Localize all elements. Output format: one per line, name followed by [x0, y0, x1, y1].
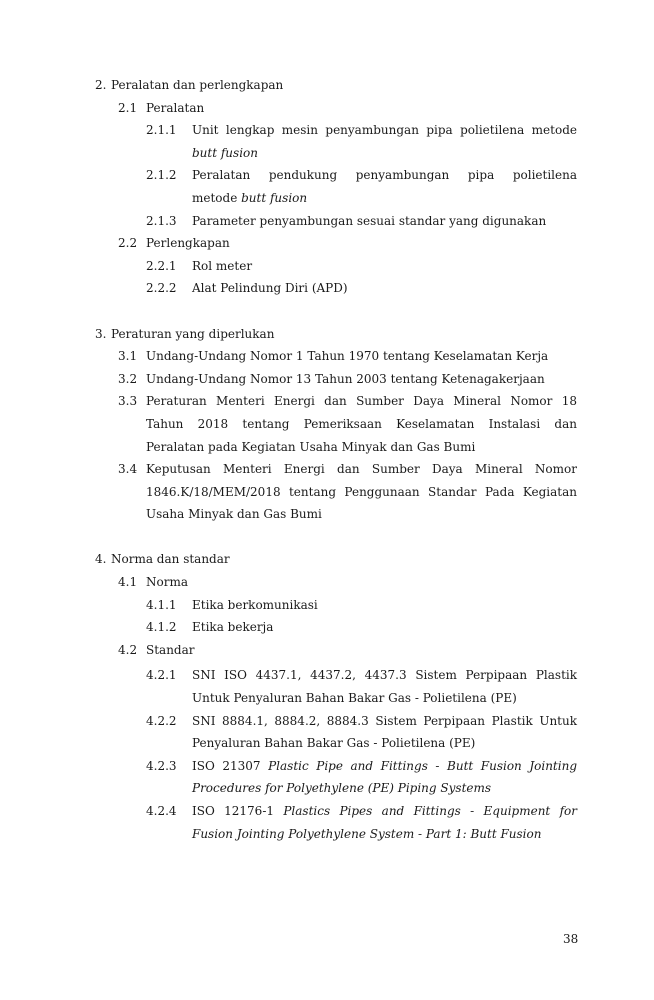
text-segment: Peralatan dan perlengkapan: [111, 78, 284, 92]
item-number: 2.1: [118, 100, 138, 115]
section-item: [0, 323, 654, 346]
text-line: [0, 413, 654, 436]
italic-text: Fusion Jointing Polyethylene System - Part 1: Butt Fusion: [192, 826, 542, 841]
text-segment: metode: [192, 190, 242, 205]
list-item: [0, 664, 654, 709]
item-text: [111, 548, 577, 571]
list-item: [0, 210, 654, 233]
item-text: [192, 277, 577, 300]
text-line: [0, 755, 654, 778]
item-text: [111, 323, 577, 346]
item-text: [146, 503, 577, 526]
text-segment: Unit lengkap mesin penyambungan pipa polietilena metode: [192, 123, 577, 138]
text-line: [0, 481, 654, 504]
text-line: [0, 255, 654, 278]
text-segment: Usaha Minyak dan Gas Bumi: [146, 507, 322, 522]
item-text: [192, 210, 577, 233]
text-line: [0, 232, 654, 255]
list-item: [0, 255, 654, 278]
page-number: 38: [563, 932, 579, 946]
text-segment: Undang-Undang Nomor 1 Tahun 1970 tentang Keselamatan Kerja: [146, 349, 549, 364]
text-line: [0, 503, 654, 526]
text-line: [0, 687, 654, 710]
text-segment: 1846.K/18/MEM/2018 tentang Penggunaan Standar Pada Kegiatan: [146, 484, 577, 499]
text-segment: Undang-Undang Nomor 13 Tahun 2003 tentang Ketenagakerjaan: [146, 371, 545, 386]
item-text: [146, 232, 577, 255]
item-number: 3.4: [118, 462, 138, 477]
list-item: [0, 277, 654, 300]
text-segment: Peraturan Menteri Energi dan Sumber Daya Mineral Nomor 18: [146, 394, 577, 409]
subsection-item: [0, 345, 654, 368]
text-segment: Tahun 2018 tentang Pemeriksaan Keselamatan Instalasi dan: [146, 416, 577, 431]
item-text: [192, 164, 577, 187]
item-text: [192, 142, 577, 165]
text-line: [0, 187, 654, 210]
subsection-item: [0, 390, 654, 458]
text-line: [0, 323, 654, 346]
item-text: [111, 74, 577, 97]
text-segment: SNI ISO 4437.1, 4437.2, 4437.3 Sistem Perpipaan Plastik: [192, 668, 577, 683]
item-number: 4.2.3: [146, 758, 177, 773]
text-line: [0, 639, 654, 662]
text-segment: Rol meter: [192, 258, 253, 273]
text-segment: Peralatan: [146, 100, 205, 115]
item-text: [146, 97, 577, 120]
list-item: [0, 119, 654, 164]
text-segment: Untuk Penyaluran Bahan Bakar Gas - Polietilena (PE): [192, 691, 517, 706]
list-item: [0, 800, 654, 845]
item-text: [192, 800, 577, 823]
text-line: [0, 74, 654, 97]
italic-text: Plastic Pipe and Fittings - Butt Fusion Jointing: [268, 758, 577, 773]
item-text: [146, 345, 577, 368]
text-line: [0, 571, 654, 594]
subsection-item: [0, 458, 654, 526]
text-segment: Parameter penyambungan sesuai standar yang digunakan: [192, 213, 547, 228]
item-text: [192, 187, 577, 210]
text-segment: Etika bekerja: [192, 620, 274, 635]
text-line: [0, 164, 654, 187]
text-line: [0, 800, 654, 823]
italic-text: butt fusion: [241, 190, 308, 205]
item-number: 4.2.2: [146, 713, 177, 728]
text-line: [0, 710, 654, 733]
item-number: 3.: [95, 326, 107, 341]
text-line: [0, 119, 654, 142]
list-item: [0, 755, 654, 800]
document-body: [0, 74, 654, 845]
item-number: 2.2.1: [146, 258, 177, 273]
text-segment: ISO 21307: [192, 758, 269, 773]
item-text: [192, 710, 577, 733]
item-text: [192, 664, 577, 687]
item-text: [192, 732, 577, 755]
item-text: [192, 255, 577, 278]
section-spacer: [0, 526, 654, 549]
item-number: 3.2: [118, 371, 138, 386]
section-spacer: [0, 300, 654, 323]
text-line: [0, 436, 654, 459]
text-segment: Peralatan pendukung penyambungan pipa polietilena: [192, 168, 577, 183]
text-segment: Norma: [146, 575, 188, 590]
item-number: 2.2: [118, 236, 138, 251]
item-number: 4.2.1: [146, 668, 177, 683]
item-number: 4.2: [118, 642, 138, 657]
item-number: 3.3: [118, 394, 138, 409]
text-line: [0, 277, 654, 300]
item-text: [146, 413, 577, 436]
text-line: [0, 777, 654, 800]
subsection-item: [0, 571, 654, 594]
item-text: [192, 755, 577, 778]
text-line: [0, 97, 654, 120]
italic-text: Procedures for Polyethylene (PE) Piping Systems: [192, 781, 492, 796]
item-text: [192, 616, 577, 639]
text-segment: Standar: [146, 642, 195, 657]
text-line: [0, 664, 654, 687]
subsection-item: [0, 232, 654, 255]
text-line: [0, 142, 654, 165]
text-segment: SNI 8884.1, 8884.2, 8884.3 Sistem Perpipaan Plastik Untuk: [192, 713, 577, 728]
text-line: [0, 345, 654, 368]
item-number: 3.1: [118, 349, 138, 364]
text-segment: Peralatan pada Kegiatan Usaha Minyak dan Gas Bumi: [146, 439, 476, 454]
item-text: [146, 481, 577, 504]
text-line: [0, 458, 654, 481]
item-text: [146, 639, 577, 662]
list-item: [0, 164, 654, 209]
item-number: 4.: [95, 552, 107, 567]
text-line: [0, 390, 654, 413]
item-number: 2.1.2: [146, 168, 177, 183]
text-segment: Peraturan yang diperlukan: [111, 326, 275, 341]
subsection-item: [0, 368, 654, 391]
item-text: [146, 571, 577, 594]
section-item: [0, 548, 654, 571]
item-number: 4.1.2: [146, 620, 177, 635]
text-line: [0, 732, 654, 755]
item-text: [192, 594, 577, 617]
text-segment: ISO 12176-1: [192, 804, 284, 818]
text-line: [0, 594, 654, 617]
italic-text: Plastics Pipes and Fittings - Equipment for: [283, 804, 577, 818]
list-item: [0, 616, 654, 639]
item-text: [146, 368, 577, 391]
item-number: 4.1: [118, 575, 138, 590]
item-text: [192, 777, 577, 800]
text-line: [0, 548, 654, 571]
item-text: [146, 458, 577, 481]
subsection-item: [0, 639, 654, 662]
item-number: 2.2.2: [146, 281, 177, 296]
text-line: [0, 823, 654, 846]
item-text: [192, 687, 577, 710]
item-text: [192, 119, 577, 142]
section-item: [0, 74, 654, 97]
text-segment: Etika berkomunikasi: [192, 597, 318, 612]
item-text: [146, 436, 577, 459]
text-segment: Norma dan standar: [111, 552, 230, 567]
text-line: [0, 210, 654, 233]
list-item: [0, 710, 654, 755]
text-line: [0, 368, 654, 391]
item-number: 4.2.4: [146, 804, 177, 818]
item-text: [146, 390, 577, 413]
text-segment: Penyaluran Bahan Bakar Gas - Polietilena (PE): [192, 736, 476, 751]
text-segment: Perlengkapan: [146, 236, 230, 251]
list-item: [0, 594, 654, 617]
text-line: [0, 616, 654, 639]
italic-text: butt fusion: [192, 145, 258, 160]
item-number: 2.1.1: [146, 123, 177, 138]
item-number: 2.1.3: [146, 213, 177, 228]
text-segment: Keputusan Menteri Energi dan Sumber Daya Mineral Nomor: [146, 462, 577, 477]
item-number: 4.1.1: [146, 597, 177, 612]
subsection-item: [0, 97, 654, 120]
text-segment: Alat Pelindung Diri (APD): [192, 281, 348, 296]
item-text: [192, 823, 577, 846]
item-number: 2.: [95, 78, 107, 92]
